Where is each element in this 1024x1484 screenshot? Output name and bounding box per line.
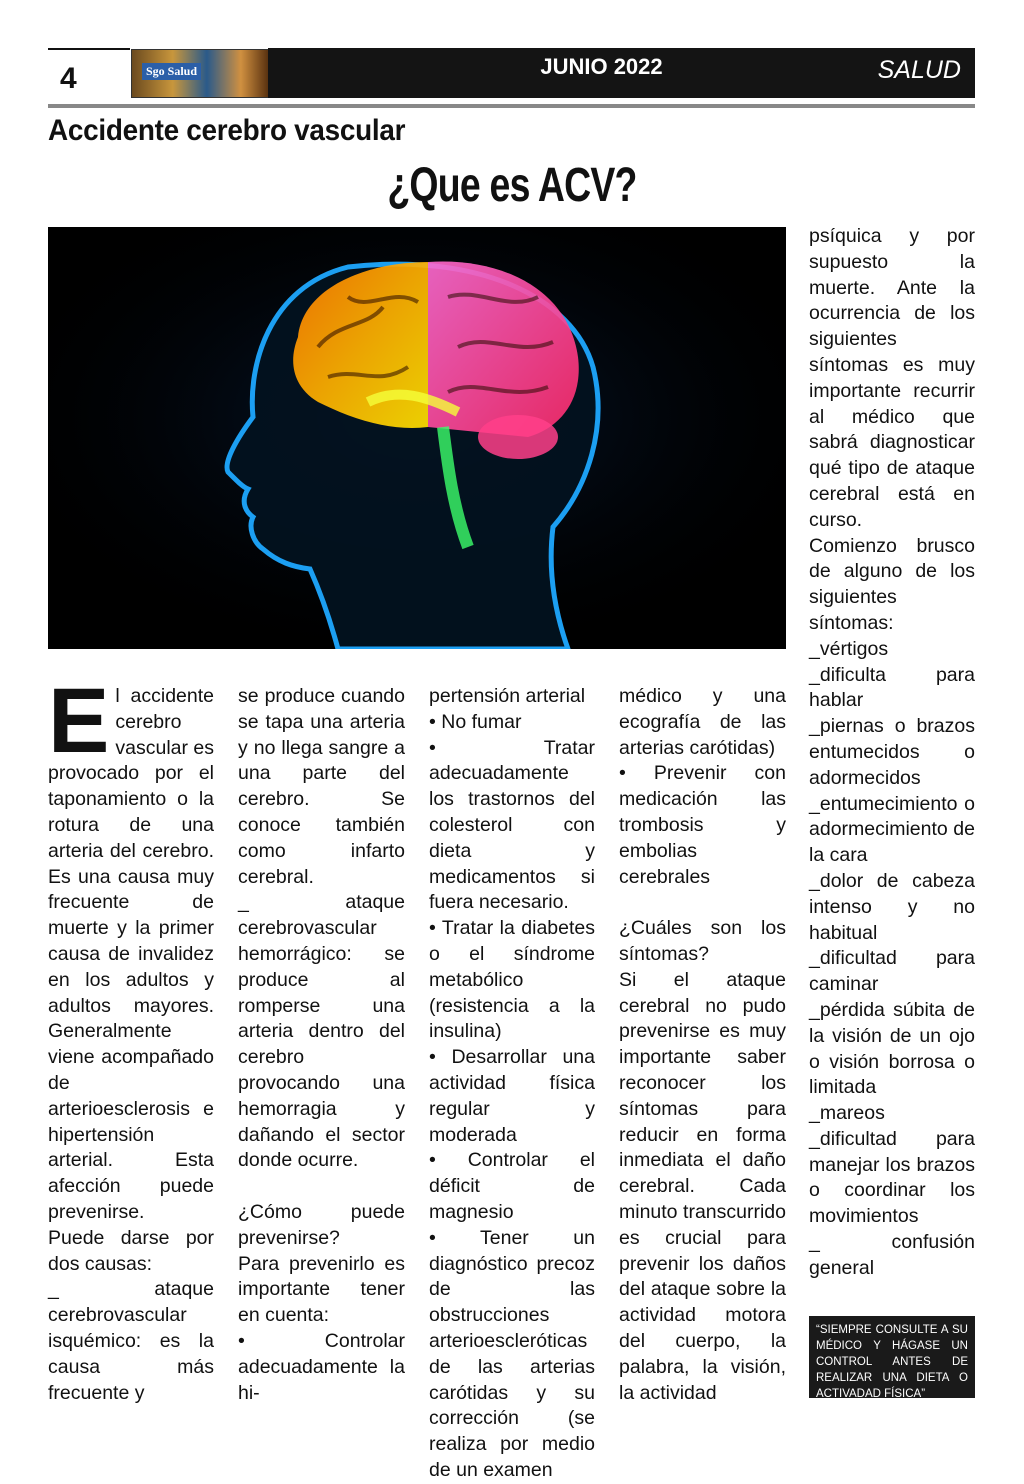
col3-bullet-smoke: • No fumar	[429, 710, 522, 733]
drop-cap: E	[48, 670, 110, 772]
col2-bullet-1: • Controlar adecuadamente la hi-	[238, 1329, 405, 1404]
symptoms-heading: ¿Cuáles son los síntomas?	[619, 917, 786, 965]
col2-hemorrhagic: _ ataque cerebrovascular hemorrágico: se produce al romperse una arteria dentro del cerebro provocando una hemorragia y dañando el sector donde ocurre.	[238, 891, 405, 1172]
col1-text: l accidente cerebro vascular es provocado por el taponamiento o la rotura de una arteria del cerebro. Es una causa muy frecuente de muerte y la primer causa de invalidez en los adultos y adultos mayores. Generalmente viene acompañado de arterioesclerosis e hipertensión arterial. Esta afección puede prevenirse.	[48, 685, 214, 1223]
col2-prevention-intro: Para prevenirlo es importante tener en cuenta:	[238, 1252, 405, 1327]
col2-text: se produce cuando se tapa una arteria y no llega sangre a una parte del cerebro. Se conoce también como infarto cerebral.	[238, 685, 405, 888]
issue-date: JUNIO 2022	[540, 54, 663, 79]
page-number: 4	[48, 48, 130, 98]
symptom-item: _dificultad para manejar los brazos o coordinar los movimientos	[809, 1127, 975, 1228]
article-column-4	[619, 684, 786, 1406]
header-bar	[268, 48, 975, 98]
col4-symptoms-text: Si el ataque cerebral no pudo prevenirse es muy importante saber reconocer los síntomas para reducir en forma inmediata el daño cerebral. Cada minuto transcurrido es crucial para prevenir los daños del ataque sobre la actividad motora del cuerpo, la palabra, la visión, la actividad	[619, 968, 786, 1404]
article-column-2	[238, 684, 405, 1406]
symptom-item: _pérdida súbita de la visión de un ojo o visión borrosa o limitada	[809, 998, 975, 1099]
prevention-heading: ¿Cómo puede prevenirse?	[238, 1200, 405, 1249]
col3-bullet-cholesterol: • Tratar adecuadamente los trastornos del colesterol con dieta y medicamentos si fuera necesario.	[429, 736, 595, 914]
col4-line-1: médico y una ecografía de las arterias carótidas)	[619, 685, 786, 759]
col3-bullet-magnesium: • Controlar el déficit de magnesio	[429, 1149, 595, 1223]
article-column-3	[429, 684, 595, 1484]
col3-bullet-activity: • Desarrollar una actividad física regular y moderada	[429, 1046, 595, 1146]
col3-bullet-diabetes: • Tratar la diabetes o el síndrome metabólico (resistencia a la insulina)	[429, 917, 595, 1043]
page-header	[48, 48, 975, 98]
symptom-item: _dolor de cabeza intenso y no habitual	[809, 869, 975, 944]
brain-illustration	[48, 227, 786, 649]
article-column-1	[48, 670, 214, 1406]
symptom-item: _mareos	[809, 1102, 885, 1125]
col3-bullet-diagnosis: • Tener un diagnóstico precoz de las obstrucciones arterioescleróticas de las arterias carótidas y su corrección (se realiza por medio de un examen	[429, 1226, 595, 1481]
section-name: SALUD	[877, 56, 961, 84]
symptom-item: _vértigos	[809, 637, 889, 660]
symptom-item: _entumecimiento o adormecimiento de la cara	[809, 792, 975, 867]
article-column-5	[809, 224, 975, 1282]
symptom-item: _ confusión general	[809, 1231, 975, 1279]
col1-causes: Puede darse por dos causas:	[48, 1226, 214, 1275]
header-rule	[48, 104, 975, 108]
advice-note: “SIEMPRE CONSULTE A SU MÉDICO Y HÁGASE UN CONTROL ANTES DE REALIZAR UNA DIETA O ACTIVADAD FÍSICA”	[809, 1316, 975, 1398]
symptom-item: _dificulta para hablar	[809, 663, 975, 712]
col3-line-1: pertensión arterial	[429, 685, 586, 707]
col1-ischemic: _ ataque cerebrovascular isquémico: es la causa más frecuente y	[48, 1278, 214, 1404]
col4-bullet-medication: • Prevenir con medicación las trombosis y embolias cerebrales	[619, 762, 786, 888]
symptom-item: _piernas o brazos entumecidos o adormecidos	[809, 715, 975, 789]
article-kicker: Accidente cerebro vascular	[48, 114, 406, 147]
article-headline: ¿Que es ACV?	[387, 159, 637, 212]
logo-text: Sgo Salud	[142, 63, 201, 80]
col5-intro: Comienzo brusco de alguno de los siguientes síntomas:	[809, 534, 975, 634]
col5-text: psíquica y por supuesto la muerte. Ante la ocurrencia de los siguientes síntomas es muy importante recurrir al médico que sabrá diagnosticar qué tipo de ataque cerebral está en curso.	[809, 225, 975, 531]
symptom-item: _dificultad para caminar	[809, 947, 975, 996]
